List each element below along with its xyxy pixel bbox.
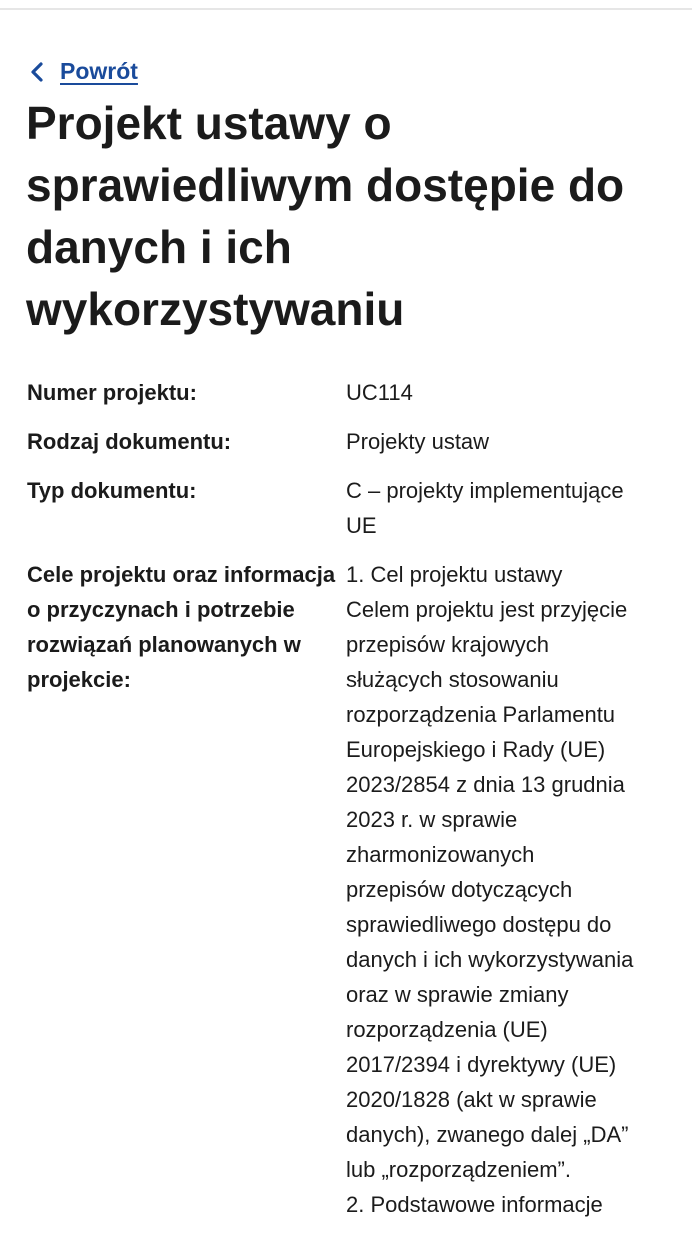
detail-row-document-type <box>27 473 687 543</box>
page-title: Projekt ustawy o sprawiedliwym dostępie do danych i ich wykorzystywaniu <box>26 97 625 335</box>
detail-value: C – projekty implementujące UE <box>346 478 624 538</box>
detail-label: Typ dokumentu: <box>27 478 197 503</box>
back-link-label: Powrót <box>60 58 138 84</box>
detail-value: Projekty ustaw <box>346 429 490 454</box>
back-link[interactable] <box>30 58 138 85</box>
project-details <box>27 375 687 1236</box>
detail-value: UC114 <box>346 380 413 405</box>
detail-label: Numer projektu: <box>27 380 197 405</box>
detail-label: Rodzaj dokumentu: <box>27 429 232 454</box>
detail-row-document-kind <box>27 424 687 459</box>
chevron-left-icon <box>30 61 44 83</box>
detail-value: 1. Cel projektu ustawy Celem projektu jest przyjęcie przepisów krajowych służących stosowaniu rozporządzenia Parlamentu Europejskiego i Rady (UE) 2023/2854 z dnia 13 grudnia 2023 r. w sprawie zharmonizowanych przepisów dotyczących sprawiedliwego dostępu do danych i ich wykorzystywania oraz w sprawie zmiany rozporządzenia (UE) 2017/2394 i dyrektywy (UE) 2020/1828 (akt w sprawie danych), zwanego dalej „DA” lub „rozporządzeniem”. 2. Podstawowe informacje <box>346 562 634 1217</box>
detail-label: Cele projektu oraz informacja o przyczynach i potrzebie rozwiązań planowanych w projekcie: <box>27 562 336 692</box>
top-divider <box>0 8 692 10</box>
detail-row-project-goals <box>27 557 687 1222</box>
detail-row-project-number <box>27 375 687 410</box>
